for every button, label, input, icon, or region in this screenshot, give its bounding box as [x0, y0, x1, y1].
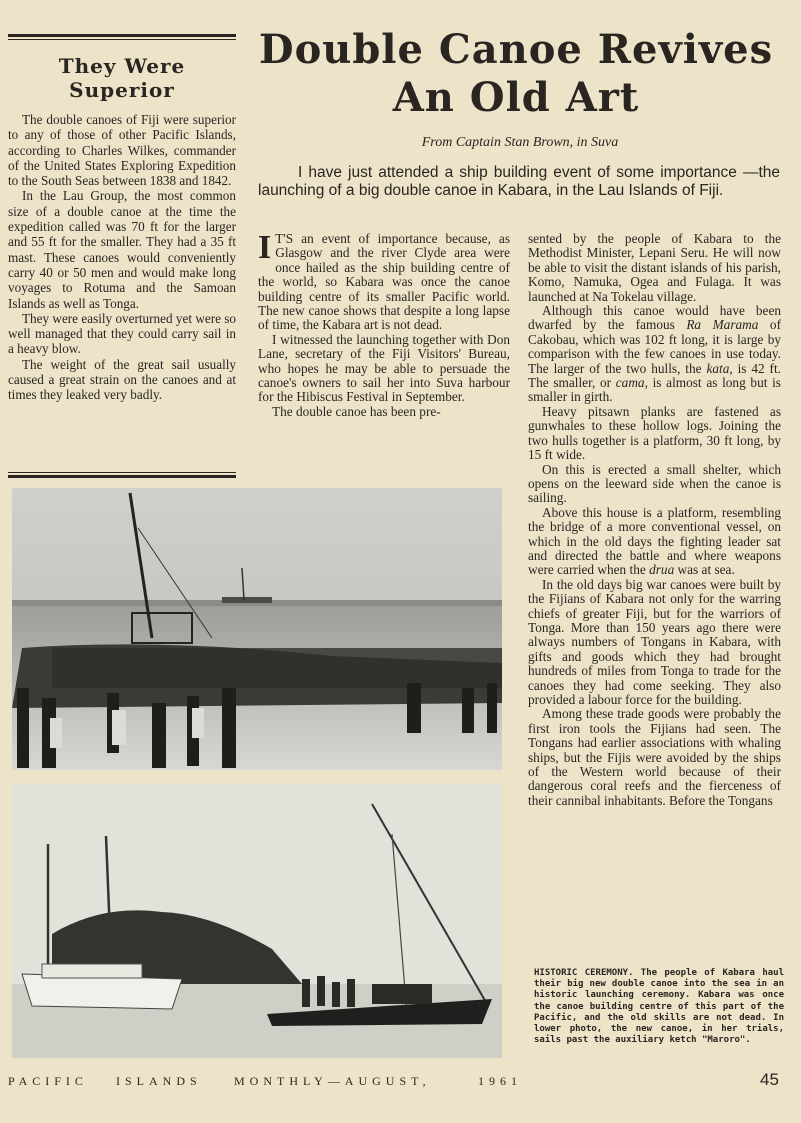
- footer-year: 1961: [478, 1074, 522, 1088]
- headline-line1: Double Canoe Revives: [258, 26, 774, 73]
- sailing-photo: [12, 784, 502, 1058]
- headline-line2: An Old Art: [392, 74, 640, 121]
- article-paragraph: Heavy pitsawn planks are fastened as gunwhales to these hollow logs. Joining the two hulls together is a platform, 30 ft long, by 15 ft wide.: [528, 403, 781, 463]
- text-run: is 42 ft. The smaller, or: [528, 360, 781, 391]
- article-column-1: [258, 229, 510, 419]
- article-paragraph: The double canoe has been pre-: [272, 403, 441, 419]
- article-byline: From Captain Stan Brown, in Suva: [421, 135, 619, 150]
- italic-run: cama,: [615, 375, 648, 391]
- sidebar-paragraph: The weight of the great sail usually caused a great strain on the canoes and at times they leaked very badly.: [8, 356, 236, 403]
- footer-monthly-date: MONTHLY—AUGUST,: [234, 1074, 431, 1088]
- sidebar-title: [8, 54, 236, 102]
- article-paragraph: Among these trade goods were probably the first iron tools the Fijians had seen. The Tongans had earlier associations with whaling ships, but the Fijis were avoided by the ships of the Western world because of their dangerous coral reefs and the fierceness of their cannibal inhabitants. Before the Tongans: [528, 706, 781, 808]
- sailing-photo-image: [12, 784, 502, 1058]
- article-paragraph: sented by the people of Kabara to the Methodist Minister, Lepani Seru. He will now be able to visit the distant islands of his parish, Komo, Namuka, Ogea and Fulaga. It was launched at Na Tokelau village.: [528, 231, 781, 304]
- article-paragraph-text: T'S an event of importance because, as Glasgow and the river Clyde area were once hailed as the ship building centre of the world, so Kabara was once the canoe building centre of its smaller Pacific world. The new canoe shows that despite a long lapse of time, the Kabara art is not dead.: [258, 231, 510, 333]
- sidebar-text: [8, 112, 236, 403]
- launching-photo: [12, 488, 502, 770]
- sidebar-top-rule: [8, 34, 236, 37]
- italic-run: Ra Marama: [686, 317, 759, 333]
- sidebar-box: [8, 34, 236, 403]
- article-headline: [248, 26, 784, 122]
- sidebar-bottom-rule: [8, 470, 236, 478]
- text-run: Above this house is a platform, resembling the bridge of a more conventional vessel, on which in the old days the fighting leader sat and directed the battle and where weapons were carried when the: [528, 504, 781, 578]
- text-run: Although this canoe would have been dwarfed by the famous: [528, 303, 781, 333]
- sidebar-title-line2: Superior: [69, 78, 175, 102]
- article-lede: I have just attended a ship building event of some importance —the launching of a big double canoe in Kabara, in the Lau Islands of Fiji.: [258, 164, 780, 199]
- text-run: was at sea.: [674, 562, 735, 578]
- article-column-2: [528, 232, 781, 808]
- sidebar-bottom-rule-thick: [8, 475, 236, 478]
- drop-cap: I: [258, 229, 272, 266]
- footer-islands: ISLANDS: [116, 1074, 202, 1088]
- article-paragraph: In the old days big war canoes were built by the Fijians of Kabara not only for the warring chiefs of greater Fiji, but for the warriors of Tonga. More than 150 years ago there were always numbers of Tongans in Kabara, with gifts and goods which they had brought hundreds of miles from Tonga to trade for the canoes they had come seeking. They also provided a labour force for the building.: [528, 576, 781, 707]
- sidebar-paragraph: They were easily overturned yet were so well managed that they could carry sail in a heavy blow.: [8, 310, 236, 357]
- photo-caption: HISTORIC CEREMONY. The people of Kabara haul their big new double canoe into the sea in an historic launching ceremony. Kabara was once the canoe building centre of this part of the Pacific, and the old skills are not dead. In lower photo, the new canoe, in her trials, sails past the auxiliary ketch "Maroro".: [534, 968, 784, 1046]
- article-paragraph: [258, 229, 510, 333]
- page-number: 45: [760, 1070, 779, 1089]
- launching-photo-image: [12, 488, 502, 770]
- article-paragraph: I witnessed the launching together with Don Lane, secretary of the Fiji Visitors' Bureau, who hopes he may be able to persuade the canoe's owners to sail her into Suva harbour for the Hibiscus Festival in September.: [258, 331, 510, 405]
- footer-pacific: PACIFIC: [8, 1074, 88, 1088]
- sidebar-bottom-rule-thin: [8, 472, 236, 473]
- sidebar-paragraph: The double canoes of Fiji were superior to any of those of other Pacific Islands, according to Charles Wilkes, commander of the United States Exploring Expedition to the South Seas between 1838 and 1842.: [8, 112, 236, 189]
- italic-run: kata,: [706, 360, 733, 376]
- article-paragraph: [528, 506, 781, 578]
- italic-run: drua: [649, 562, 675, 578]
- text-run: is almost as long but is smaller in girth.: [528, 375, 781, 405]
- article-paragraph: [528, 304, 781, 405]
- sidebar-title-line1: They Were: [58, 54, 186, 78]
- text-run: of Cakobau, which was 102 ft long, it is large by comparison with the few canoes in use today. The larger of the two hulls, the: [528, 317, 781, 376]
- sidebar-paragraph: In the Lau Group, the most common size of a double canoe at the time the expedition called was 70 ft for the larger and 55 ft for the smaller. They had a 35 ft mast. These canoes would conveniently carry 40 or 50 men and would make long voyages to Rotuma and the Samoan Islands as well as Tonga.: [8, 188, 236, 311]
- article-paragraph: On this is erected a small shelter, which opens on the leeward side when the canoe is sailing.: [528, 461, 781, 506]
- sidebar-top-rule-thin: [8, 39, 236, 40]
